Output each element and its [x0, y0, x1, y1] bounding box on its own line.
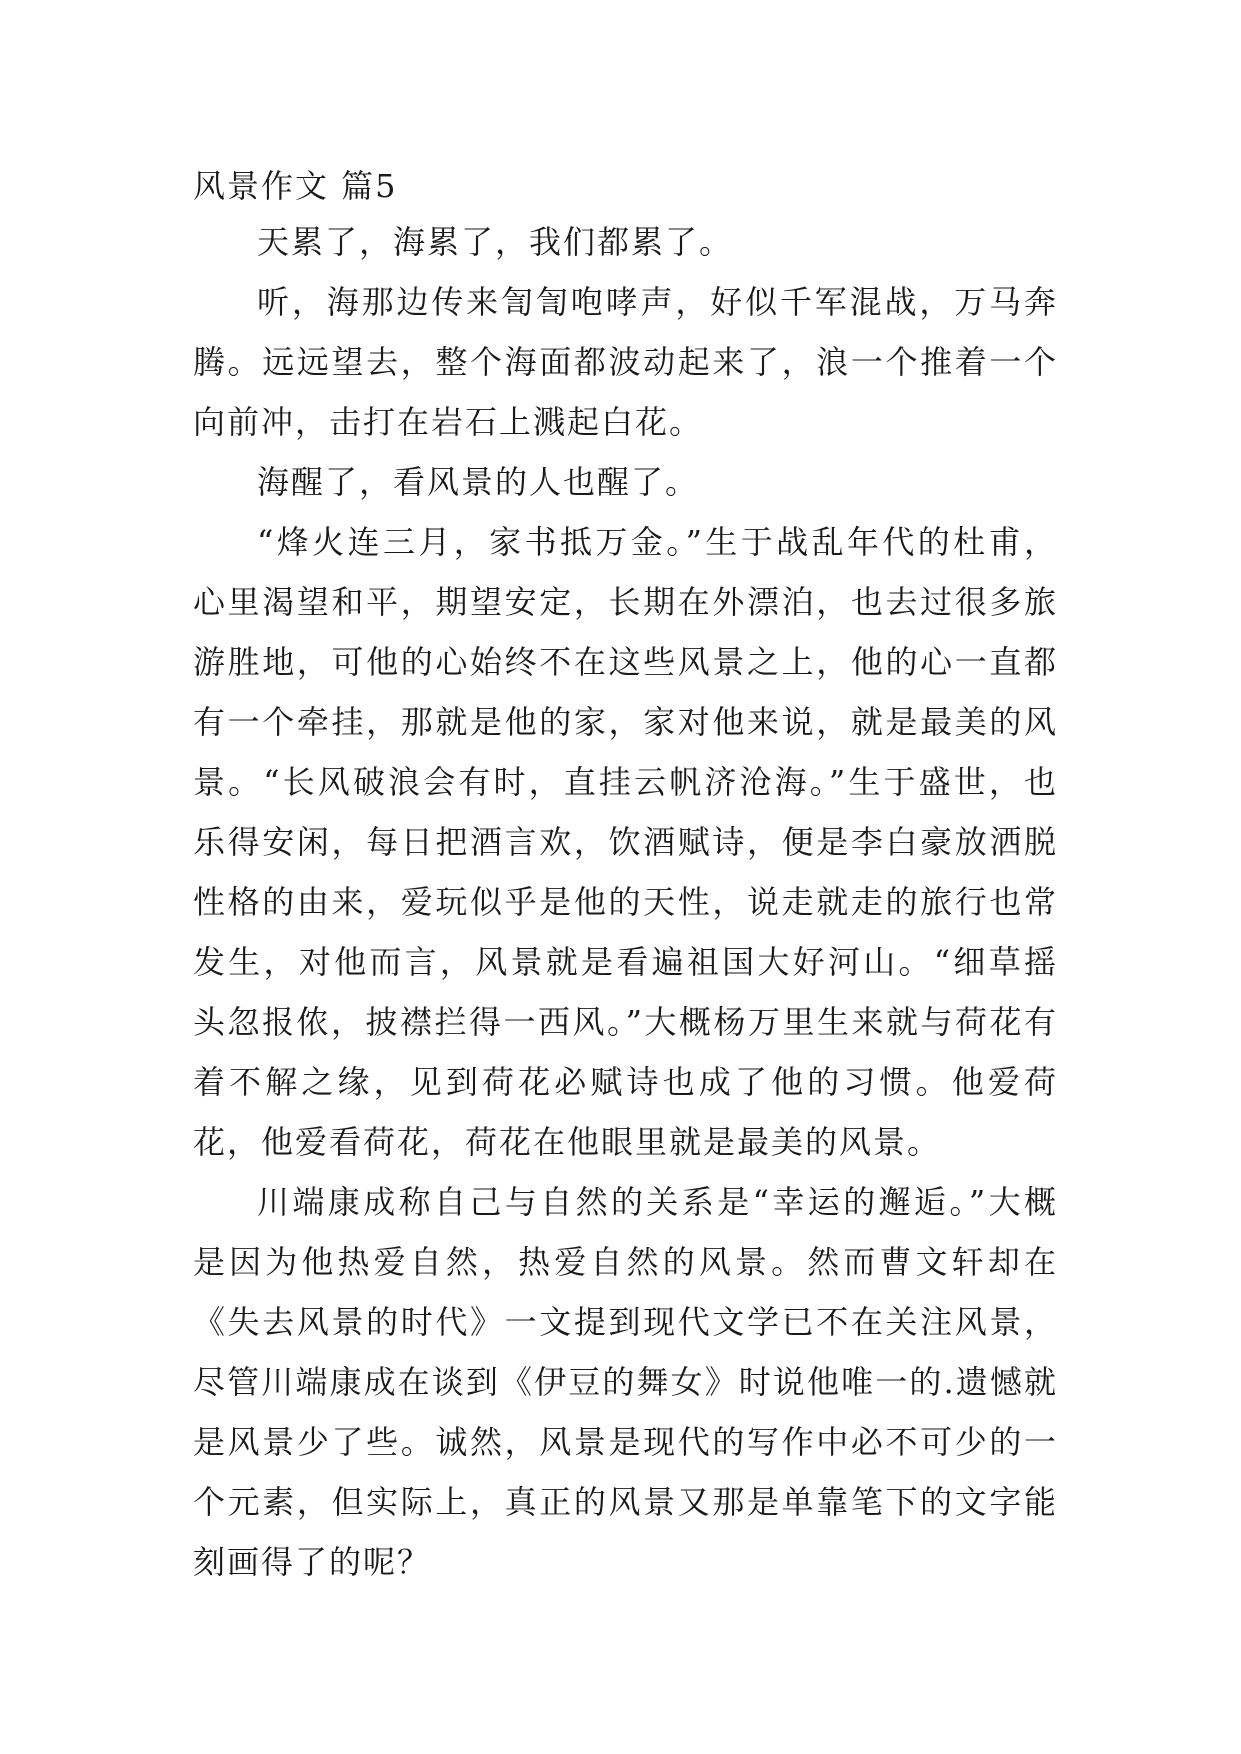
- document-title: 风景作文 篇5: [193, 167, 398, 205]
- paragraph-1: 天累了，海累了，我们都累了。: [257, 223, 734, 261]
- paragraph-4: “烽火连三月，家书抵万金。”生于战乱年代的杜甫，心里渴望和平，期望安定，长期在外漂泊，也去过很多旅游胜地，可他的心始终不在这些风景之上，他的心一直都有一个牵挂，那就是他的家，家对他来说，就是最美的风景。“长风破浪会有时，直挂云帆济沧海。”生于盛世，也乐得安闲，每日把酒言欢，饮酒赋诗，便是李白豪放洒脱性格的由来，爱玩似乎是他的天性，说走就走的旅行也常发生，对他而言，风景就是看遍祖国大好河山。“细草摇头忽报侬，披襟拦得一西风。”大概杨万里生来就与荷花有着不解之缘，见到荷花必赋诗也成了他的习惯。他爱荷花，他爱看荷花，荷花在他眼里就是最美的风景。: [193, 523, 1058, 1161]
- paragraph-2: 听，海那边传来訇訇咆哮声，好似千军混战，万马奔腾。远远望去，整个海面都波动起来了，浪一个推着一个向前冲，击打在岩石上溅起白花。: [193, 283, 1058, 441]
- document-body: [193, 160, 1058, 1592]
- paragraph-3: 海醒了，看风景的人也醒了。: [257, 463, 700, 501]
- paragraph-5: 川端康成称自己与自然的关系是“幸运的邂逅。”大概是因为他热爱自然，热爱自然的风景。然而曹文轩却在《失去风景的时代》一文提到现代文学已不在关注风景，尽管川端康成在谈到《伊豆的舞女》时说他唯一的.遗憾就是风景少了些。诚然，风景是现代的写作中必不可少的一个元素，但实际上，真正的风景又那是单靠笔下的文字能刻画得了的呢？: [193, 1183, 1058, 1581]
